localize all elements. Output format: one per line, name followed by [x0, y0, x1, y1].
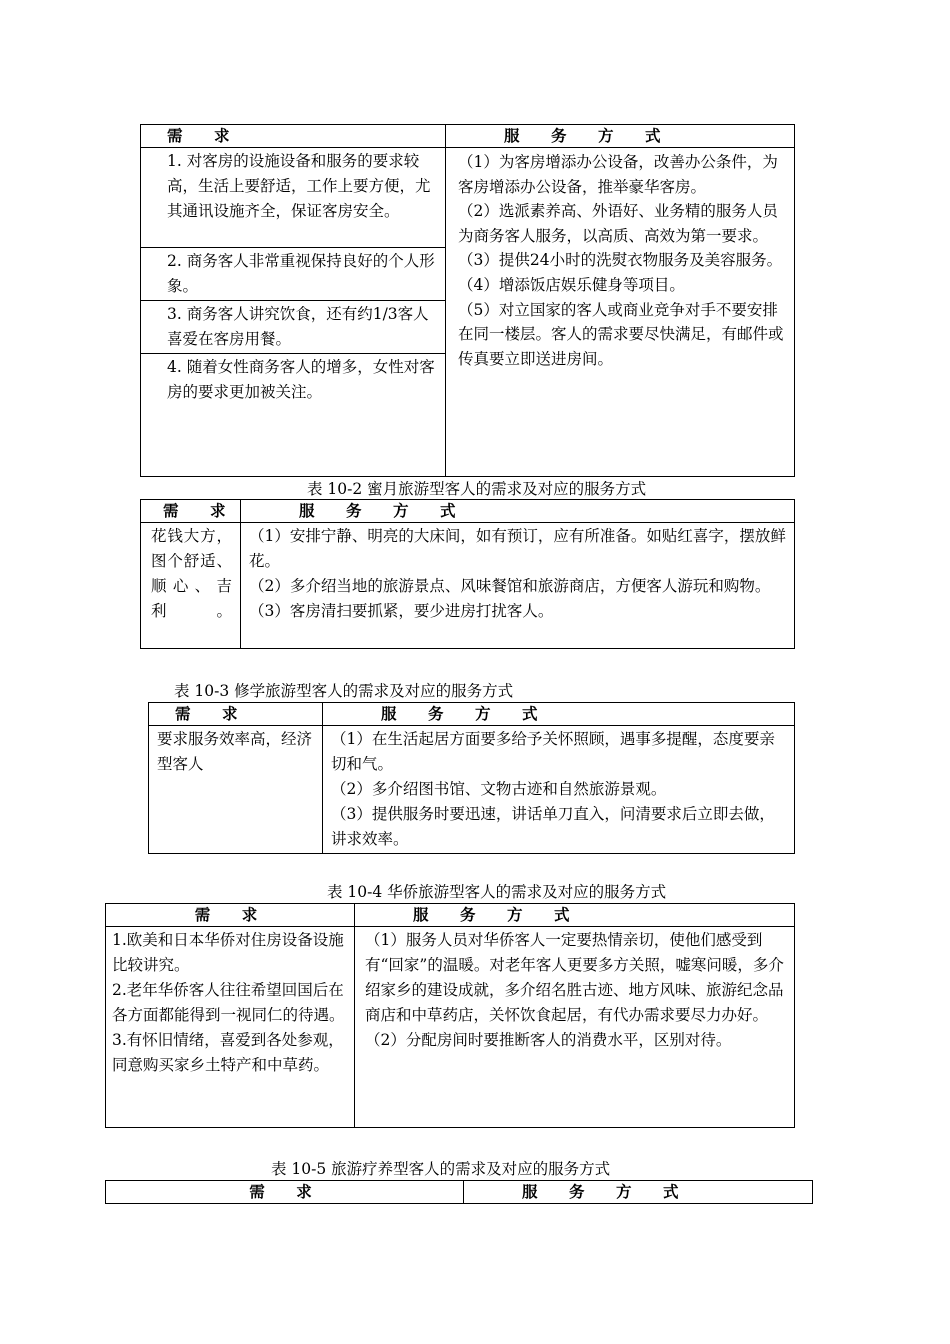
services-cell — [323, 726, 795, 854]
table-business-guests — [140, 124, 795, 477]
services-cell — [446, 148, 795, 477]
header-needs: 需 求 — [141, 125, 446, 148]
need-cell: 3. 商务客人讲究饮食，还有约1/3客人喜爱在客房用餐。 — [141, 301, 446, 354]
service-item: （2）多介绍当地的旅游景点、风味餐馆和旅游商店，方便客人游玩和购物。 — [249, 577, 771, 595]
need-cell: 花钱大方，图个舒适、顺心、吉利。 — [141, 523, 241, 649]
need-cell: 2. 商务客人非常重视保持良好的个人形象。 — [141, 248, 446, 301]
header-needs: 需 求 — [141, 500, 241, 523]
need-cell: 要求服务效率高，经济型客人 — [149, 726, 323, 854]
services-cell — [355, 927, 795, 1128]
table-study-tour-guests — [148, 702, 795, 854]
header-services: 服 务 方 式 — [355, 904, 795, 927]
header-services: 服 务 方 式 — [323, 703, 795, 726]
header-needs: 需 求 — [149, 703, 323, 726]
need-cell: 1. 对客房的设施设备和服务的要求较高，生活上要舒适，工作上要方便，尤其通讯设施齐全，保证客房安全。 — [141, 148, 446, 248]
needs-cell — [106, 927, 355, 1128]
service-item: （2）多介绍图书馆、文物古迹和自然旅游景观。 — [331, 780, 667, 798]
service-item: （1）安排宁静、明亮的大床间，如有预订，应有所准备。如贴红喜字，摆放鲜花。 — [249, 527, 786, 570]
table-honeymoon-guests — [140, 499, 795, 649]
header-services: 服 务 方 式 — [446, 125, 795, 148]
table-recuperation-guests — [105, 1180, 813, 1204]
header-services: 服 务 方 式 — [464, 1181, 813, 1204]
service-item: （4）增添饭店娱乐健身等项目。 — [458, 275, 685, 294]
need-item: 2.老年华侨客人往往希望回国后在各方面都能得到一视同仁的待遇。 — [112, 981, 345, 1024]
header-needs: 需 求 — [106, 1181, 464, 1204]
need-item: 1.欧美和日本华侨对住房设备设施比较讲究。 — [112, 931, 344, 974]
service-item: （1）为客房增添办公设备，改善办公条件，为客房增添办公设备，推举豪华客房。 — [458, 153, 778, 196]
header-needs: 需 求 — [106, 904, 355, 927]
header-services: 服 务 方 式 — [241, 500, 795, 523]
table-caption: 表 10-3 修学旅游型客人的需求及对应的服务方式 — [174, 682, 514, 700]
service-item: （5）对立国家的客人或商业竞争对手不要安排在同一楼层。客人的需求要尽快满足，有邮件或传真要立即送进房间。 — [458, 300, 784, 368]
need-item: 3.有怀旧情绪，喜爱到各处参观，同意购买家乡土特产和中草药。 — [112, 1031, 344, 1074]
table-caption: 表 10-5 旅游疗养型客人的需求及对应的服务方式 — [271, 1160, 611, 1178]
service-item: （1）在生活起居方面要多给予关怀照顾，遇事多提醒，态度要亲切和气。 — [331, 730, 775, 773]
service-item: （3）提供服务时要迅速，讲话单刀直入，问清要求后立即去做，讲求效率。 — [331, 805, 775, 848]
need-cell: 4. 随着女性商务客人的增多，女性对客房的要求更加被关注。 — [141, 354, 446, 477]
services-cell — [241, 523, 795, 649]
table-overseas-chinese-guests — [105, 903, 795, 1128]
service-item: （2）选派素养高、外语好、业务精的服务人员为商务客人服务，以高质、高效为第一要求。 — [458, 202, 778, 245]
service-item: （3）提供24小时的洗熨衣物服务及美容服务。 — [458, 251, 783, 270]
service-item: （2）分配房间时要推断客人的消费水平，区别对待。 — [365, 1031, 732, 1049]
table-caption: 表 10-2 蜜月旅游型客人的需求及对应的服务方式 — [307, 480, 647, 498]
table-caption: 表 10-4 华侨旅游型客人的需求及对应的服务方式 — [327, 883, 667, 901]
service-item: （3）客房清扫要抓紧，要少进房打扰客人。 — [249, 602, 554, 620]
service-item: （1）服务人员对华侨客人一定要热情亲切，使他们感受到有“回家”的温暖。对老年客人更要多方关照，嘘寒问暖，多介绍家乡的建设成就，多介绍名胜古迹、地方风味、旅游纪念品商店和中草药店，关怀饮食起居，有代办需求要尽力办好。 — [365, 931, 784, 1024]
